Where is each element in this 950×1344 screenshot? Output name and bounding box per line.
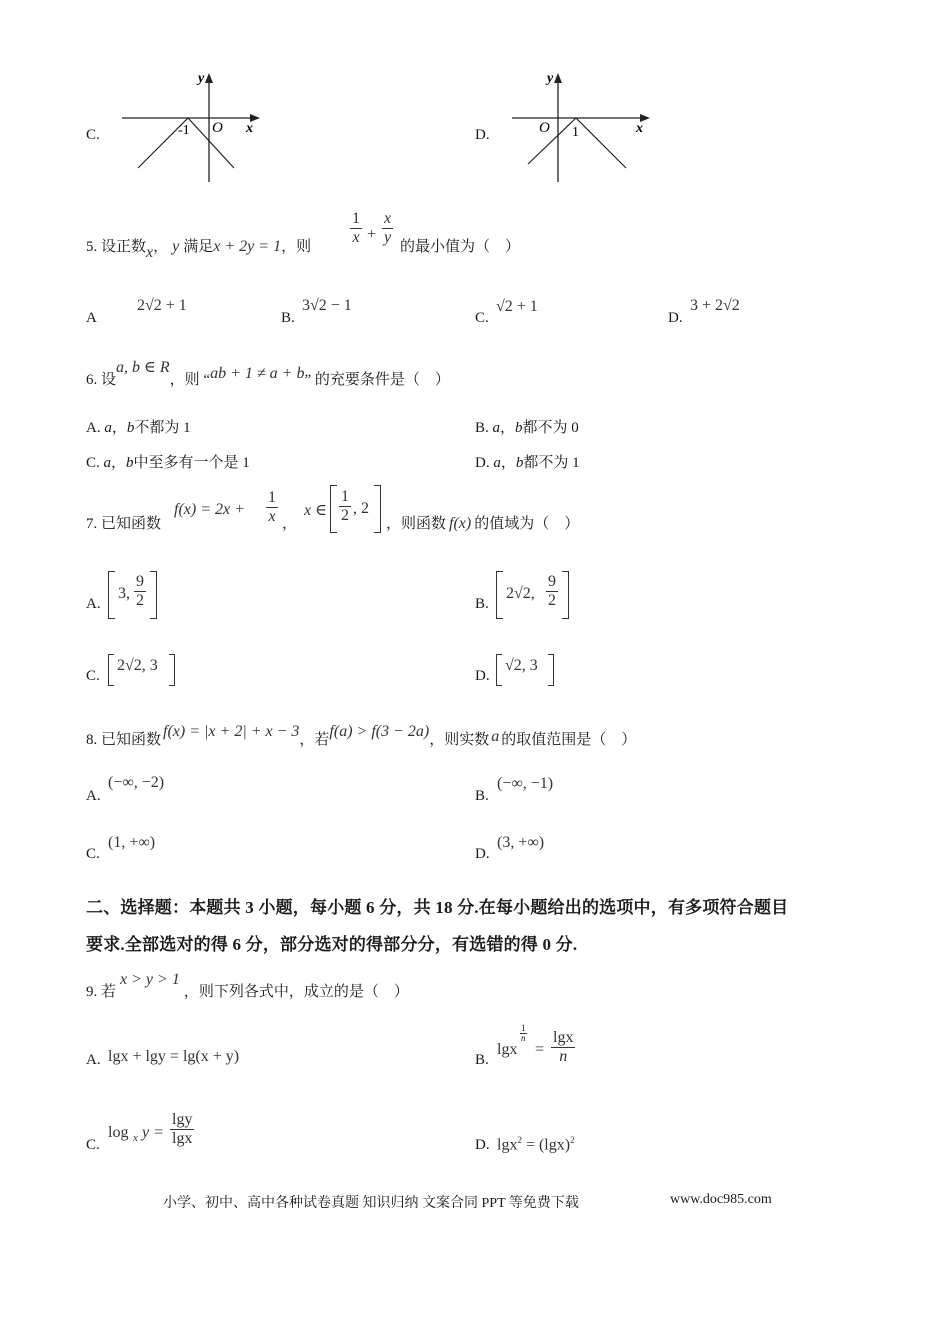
x-axis-label: x (246, 121, 253, 136)
tick-label: 1 (572, 125, 579, 140)
q5-option-b-label: B. (281, 310, 295, 326)
q5-option-b-value: 3√2 − 1 (302, 297, 352, 314)
q5-option-a-value: 2√2 + 1 (137, 297, 187, 314)
right-bracket (374, 485, 381, 533)
q9-option-d-value: $\lg x^2 = (\lg x)^2$ (497, 1135, 575, 1154)
q5-option-d-value: 3 + 2√2 (690, 297, 740, 314)
q5-option-c-label: C. (475, 310, 489, 326)
q8-option-c-value: (1, +∞) (108, 834, 156, 851)
q9-option-a-label: A. (86, 1052, 101, 1068)
footer-link[interactable]: www.doc985.com (670, 1192, 772, 1207)
q5-stem: 5. 设正数x， y 满足x + 2y = 1，则 (86, 238, 312, 261)
option-d-label: D. (475, 127, 490, 143)
q5-option-d-label: D. (668, 310, 683, 326)
y-axis-label: y (547, 71, 554, 86)
option-c-label: C. (86, 127, 100, 143)
left-bracket (108, 571, 115, 619)
tick-label: -1 (178, 123, 190, 138)
graph-c (118, 68, 266, 186)
q6-option-d: D. a，b都不为 1 (475, 455, 580, 471)
q9-option-a-value: lgx + lgy = lg(x + y) (108, 1048, 240, 1065)
section-heading-line1: 二、选择题：本题共 3 小题，每小题 6 分，共 18 分.在每小题给出的选项中，有多项符合题目 (86, 898, 789, 917)
q7-option-d-label: D. (475, 668, 490, 684)
q7-domain-prefix: x ∈ (304, 502, 327, 519)
right-bracket (562, 571, 569, 619)
q8-option-a-label: A. (86, 788, 101, 804)
left-bracket (496, 571, 503, 619)
q7-option-c-label: C. (86, 668, 100, 684)
x-axis-label: x (636, 121, 643, 136)
q7-frac: 1 x (268, 489, 276, 525)
q9-option-c-label: C. (86, 1137, 100, 1153)
q6-option-a: A. a，b不都为 1 (86, 420, 191, 436)
q8-option-d-value: (3, +∞) (497, 834, 545, 851)
q8-option-a-value: (−∞, −2) (108, 774, 165, 791)
q5-frac1: 1 x (352, 210, 360, 246)
origin-label: O (212, 120, 223, 136)
q7-domain-frac: 1 2 (341, 488, 349, 524)
q8-stem: 8. 已知函数 f(x) = |x + 2| + x − 3，若f(a) > f(3 − 2a)，则实数 a 的取值范围是（ ） (86, 723, 637, 748)
q8-option-c-label: C. (86, 846, 100, 862)
q8-option-d-label: D. (475, 846, 490, 862)
q9-option-b-frac: lgx n (553, 1029, 574, 1065)
q9-stem: 9. 若x > y > 1，则下列各式中，成立的是（ ） (86, 971, 409, 1000)
y-axis-label: y (198, 71, 205, 86)
q8-option-b-label: B. (475, 788, 489, 804)
q6-option-b: B. a，b都不为 0 (475, 420, 579, 436)
left-bracket (330, 485, 337, 533)
q9-option-b-label: B. (475, 1052, 489, 1068)
q7-option-a-frac: 9 2 (136, 573, 144, 609)
origin-label: O (539, 120, 550, 136)
right-bracket (169, 654, 175, 686)
q6-option-c: C. a，b中至多有一个是 1 (86, 455, 250, 471)
q5-suffix: 的最小值为（ ） (400, 239, 521, 255)
q7-option-a-label: A. (86, 596, 101, 612)
q7-func: f(x) = 2x + (174, 501, 245, 518)
q5-option-c-value: √2 + 1 (496, 298, 538, 315)
section-heading-line2: 要求.全部选对的得 6 分，部分选对的得部分分，有选错的得 0 分. (86, 935, 578, 954)
left-bracket (108, 654, 114, 686)
q5-option-a-label: A (86, 310, 97, 326)
q8-option-b-value: (−∞, −1) (497, 775, 554, 792)
right-bracket (150, 571, 157, 619)
right-bracket (548, 654, 554, 686)
q5-frac2: x y (384, 210, 392, 246)
q7-prefix: 7. 已知函数 (86, 516, 162, 532)
q6-stem: 6. 设a, b ∈ R，则 “ab + 1 ≠ a + b” 的充要条件是（ ） (86, 359, 450, 388)
q9-option-c-frac: lgy lgx (172, 1111, 193, 1147)
q7-option-b-frac: 9 2 (548, 573, 556, 609)
q9-option-d-label: D. (475, 1137, 490, 1153)
graph-d (508, 68, 656, 186)
q9-option-b-exponent: 1 n (521, 1023, 526, 1043)
footer-text: 小学、初中、高中各种试卷真题 知识归纳 文案合同 PPT 等免费下载 (163, 1196, 579, 1211)
q7-option-b-label: B. (475, 596, 489, 612)
left-bracket (496, 654, 502, 686)
